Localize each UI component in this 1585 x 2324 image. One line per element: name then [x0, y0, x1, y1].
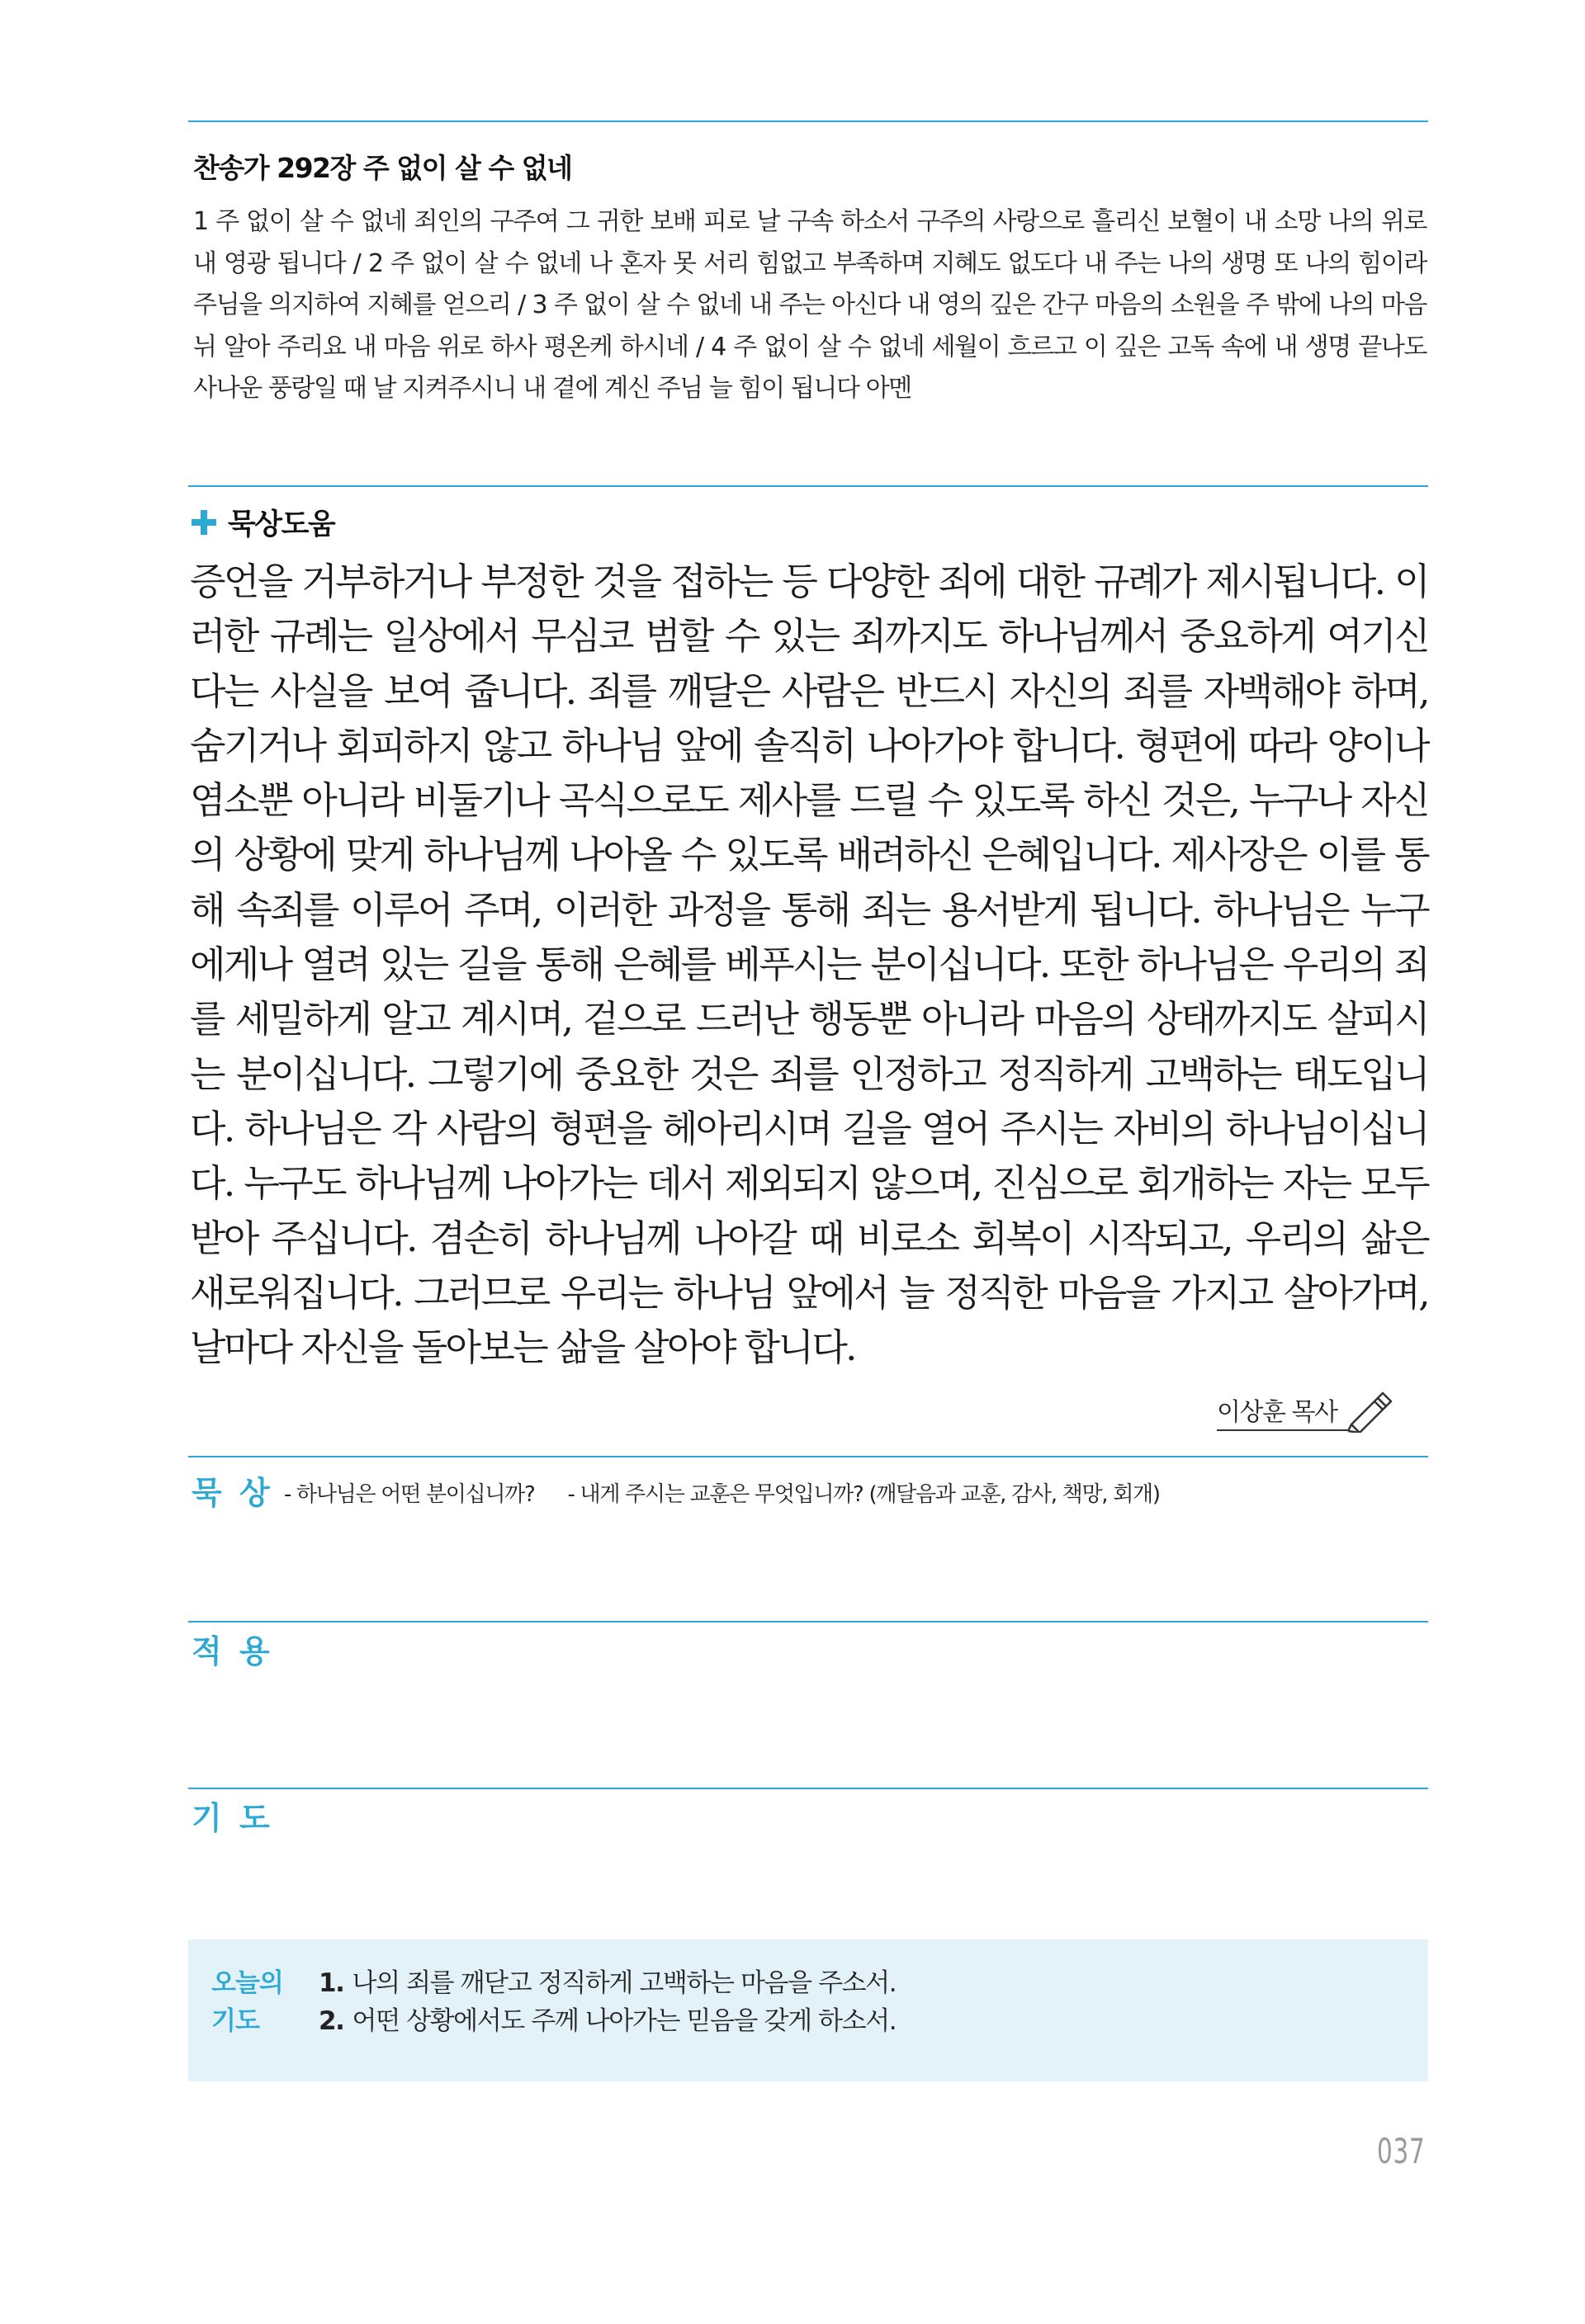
reflection-divider: [188, 1456, 1428, 1457]
hymn-title: 찬송가 292장 주 없이 살 수 없네: [193, 152, 572, 184]
top-divider: [188, 120, 1428, 122]
meditation-heading: [192, 502, 334, 543]
prayer-divider: [188, 1788, 1428, 1789]
todays-prayer-list: [319, 1964, 896, 2040]
list-item-text: 어떤 상황에서도 주께 나아가는 믿음을 갖게 하소서.: [352, 2006, 897, 2036]
prayer-label: 기 도: [192, 1800, 273, 1836]
plus-icon: [192, 510, 216, 535]
reflection-prompts: [284, 1477, 1160, 1508]
pencil-icon: [1345, 1388, 1394, 1433]
hymn-divider: [188, 485, 1428, 487]
hymn-lyrics: 1 주 없이 살 수 없네 죄인의 구주여 그 귀한 보배 피로 날 구속 하소서 구주의 사랑으로 흘리신 보혈이 내 소망 나의 위로 내 영광 됩니다 / 2 주 없이 살 수 없네 나 혼자 못 서리 힘없고 부족하며 지혜도 없도다 내 주는 나의 생명 또 나의 힘이라 주님을 의지하여 지혜를 얻으리 / 3 주 없이 살 수 없네 내 주는 아신다 내 영의 깊은 간구 마음의 소원을 주 밖에 나의 마음 뉘 알아 주리요 내 마음 위로 하사 평온케 하시네 / 4 주 없이 살 수 없네 세월이 흐르고 이 깊은 고독 속에 내 생명 끝나도 사나운 풍랑일 때 날 지켜주시니 내 곁에 계신 주님 늘 힘이 됩니다 아멘: [193, 207, 1426, 403]
author-name: 이상훈 목사: [1217, 1391, 1348, 1431]
todays-prayer-label: 오늘의 기도: [211, 1968, 283, 2036]
list-item-number: 1.: [319, 1968, 344, 1998]
meditation-body: 증언을 거부하거나 부정한 것을 접하는 등 다양한 죄에 대한 규례가 제시됩니다. 이러한 규례는 일상에서 무심코 범할 수 있는 죄까지도 하나님께서 중요하게 여기신다는 사실을 보여 줍니다. 죄를 깨달은 사람은 반드시 자신의 죄를 자백해야 하며, 숨기거나 회피하지 않고 하나님 앞에 솔직히 나아가야 합니다. 형편에 따라 양이나 염소뿐 아니라 비둘기나 곡식으로도 제사를 드릴 수 있도록 하신 것은, 누구나 자신의 상황에 맞게 하나님께 나아올 수 있도록 배려하신 은혜입니다. 제사장은 이를 통해 속죄를 이루어 주며, 이러한 과정을 통해 죄는 용서받게 됩니다. 하나님은 누구에게나 열려 있는 길을 통해 은혜를 베푸시는 분이십니다. 또한 하나님은 우리의 죄를 세밀하게 알고 계시며, 겉으로 드러난 행동뿐 아니라 마음의 상태까지도 살피시는 분이십니다. 그렇기에 중요한 것은 죄를 인정하고 정직하게 고백하는 태도입니다. 하나님은 각 사람의 형편을 헤아리시며 길을 열어 주시는 자비의 하나님이십니다. 누구도 하나님께 나아가는 데서 제외되지 않으며, 진심으로 회개하는 자는 모두 받아 주십니다. 겸손히 하나님께 나아갈 때 비로소 회복이 시작되고, 우리의 삶은 새로워집니다. 그러므로 우리는 하나님 앞에서 늘 정직한 마음을 가지고 살아가며, 날마다 자신을 돌아보는 삶을 살아야 합니다.: [190, 560, 1428, 1370]
reflection-label: 묵 상: [192, 1475, 273, 1511]
list-item-text: 나의 죄를 깨닫고 정직하게 고백하는 마음을 주소서.: [352, 1968, 897, 1998]
reflection-question-2: - 내게 주시는 교훈은 무엇입니까? (깨달음과 교훈, 감사, 책망, 회개): [567, 1482, 1160, 1507]
reflection-question-1: - 하나님은 어떤 분이십니까?: [284, 1482, 535, 1507]
list-item: [319, 1964, 896, 2002]
author-signature: [1217, 1388, 1394, 1431]
page-number: 037: [1377, 2131, 1426, 2171]
list-item: [319, 2002, 896, 2040]
application-divider: [188, 1621, 1428, 1623]
meditation-heading-label: 묵상도움: [228, 508, 335, 541]
list-item-number: 2.: [319, 2006, 344, 2036]
application-label: 적 용: [192, 1633, 273, 1670]
